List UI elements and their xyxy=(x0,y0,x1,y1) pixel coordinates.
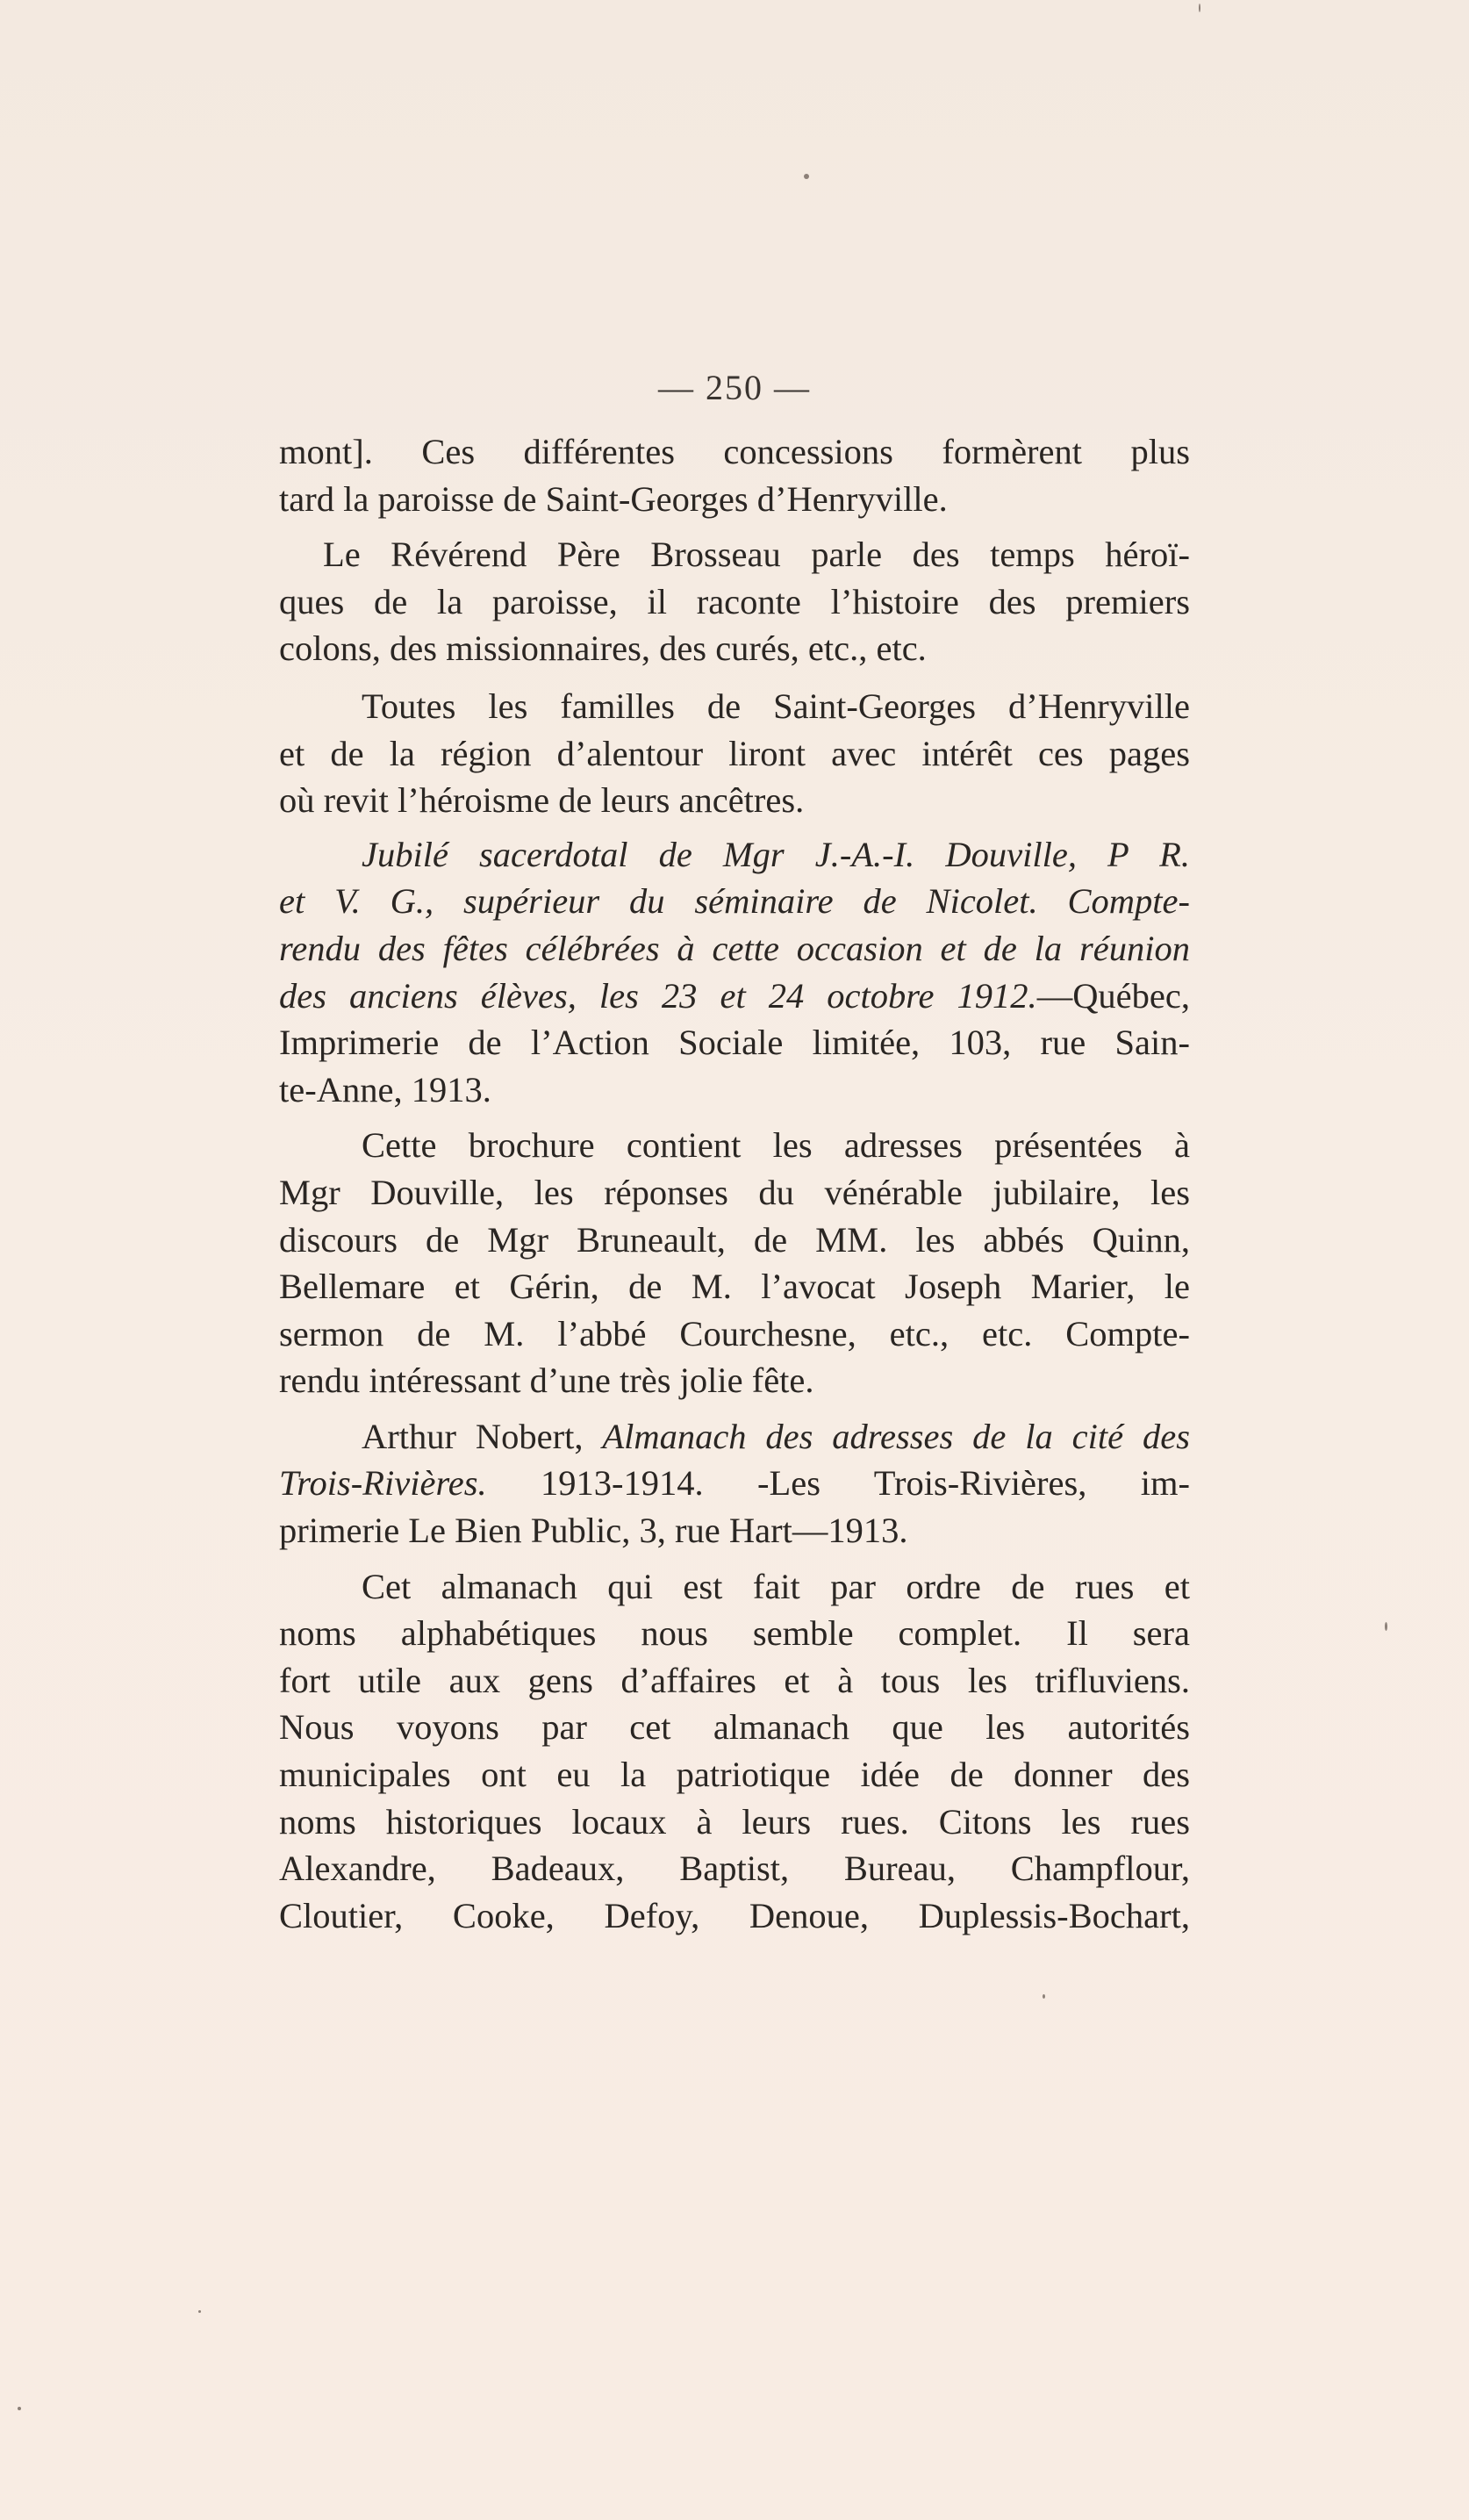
citation-title: Trois-Rivières. xyxy=(279,1463,487,1504)
text-line: tard la paroisse de Saint-Georges d’Henryville. xyxy=(279,478,948,519)
citation-roman: 1913-1914. -Les Trois-Rivières, im- xyxy=(486,1463,1190,1504)
text-line xyxy=(279,1460,1190,1507)
text-line: discours de Mgr Bruneault, de MM. les abbés Quinn, xyxy=(279,1219,1190,1260)
text-line: colons, des missionnaires, des curés, etc., etc. xyxy=(279,628,927,669)
paper-speck xyxy=(804,174,809,179)
text-line: noms alphabétiques nous semble complet. Il sera xyxy=(279,1613,1190,1654)
text-line: Alexandre, Badeaux, Baptist, Bureau, Champflour, xyxy=(279,1849,1190,1889)
text-line: et de la région d’alentour liront avec intérêt ces pages xyxy=(279,733,1190,773)
text-line: Cloutier, Cooke, Defoy, Denoue, Duplessis-Bochart, xyxy=(279,1895,1190,1935)
text-line: Jubilé sacerdotal de Mgr J.-A.-I. Douville, P R. xyxy=(362,834,1190,874)
paper-speck xyxy=(1043,1994,1045,1999)
paragraph-2 xyxy=(279,531,1190,672)
text-line: Toutes les familles de Saint-Georges d’Henryville xyxy=(362,686,1190,726)
paper-speck xyxy=(18,2407,21,2410)
citation-title: Almanach des adresses de la cité des xyxy=(602,1416,1190,1456)
text-line: fort utile aux gens d’affaires et à tous les trifluviens. xyxy=(279,1660,1190,1700)
text-line xyxy=(279,1413,1190,1461)
paper-speck xyxy=(1199,4,1200,12)
text-line: rendu des fêtes célébrées à cette occasion et de la réunion xyxy=(279,928,1190,968)
text-line: où revit l’héroisme de leurs ancêtres. xyxy=(279,780,805,821)
text-line: Imprimerie de l’Action Sociale limitée, 103, rue Sain- xyxy=(279,1023,1190,1063)
text-line: sermon de M. l’abbé Courchesne, etc., etc. Compte- xyxy=(279,1313,1190,1353)
paragraph-7 xyxy=(279,1563,1190,1940)
paragraph-6-citation xyxy=(279,1413,1190,1554)
text-line: ques de la paroisse, il raconte l’histoire des premiers xyxy=(279,581,1190,621)
paper-speck xyxy=(198,2310,201,2313)
paragraph-5 xyxy=(279,1122,1190,1404)
text-line: Nous voyons par cet almanach que les autorités xyxy=(279,1707,1190,1748)
text-line: Le Révérend Père Brosseau parle des temps héroï- xyxy=(323,535,1190,575)
text-line: municipales ont eu la patriotique idée de donner des xyxy=(279,1755,1190,1795)
citation-author: Arthur Nobert, xyxy=(362,1416,603,1456)
paragraph-1 xyxy=(279,428,1190,522)
citation-italic: des anciens élèves, les 23 et 24 octobre 1912. xyxy=(279,975,1037,1016)
text-line: Cette brochure contient les adresses présentées à xyxy=(362,1125,1190,1166)
text-line: mont]. Ces différentes concessions formèrent plus xyxy=(279,432,1190,471)
paragraph-3 xyxy=(279,683,1190,824)
text-line: primerie Le Bien Public, 3, rue Hart—1913. xyxy=(279,1511,908,1551)
text-line: Cet almanach qui est fait par ordre de rues et xyxy=(362,1566,1190,1606)
text-line: Bellemare et Gérin, de M. l’avocat Joseph Marier, le xyxy=(279,1267,1190,1307)
text-line: et V. G., supérieur du séminaire de Nicolet. Compte- xyxy=(279,881,1190,922)
paragraph-4-citation xyxy=(279,831,1190,1114)
text-line: noms historiques locaux à leurs rues. Citons les rues xyxy=(279,1801,1190,1842)
text-line: rendu intéressant d’une très jolie fête. xyxy=(279,1361,814,1401)
text-line xyxy=(279,973,1190,1020)
article-body xyxy=(279,428,1190,1942)
text-line: Mgr Douville, les réponses du vénérable jubilaire, les xyxy=(279,1172,1190,1212)
text-line: te-Anne, 1913. xyxy=(279,1069,491,1109)
page-number: — 250 — xyxy=(658,368,811,407)
paper-speck xyxy=(1385,1622,1387,1631)
citation-roman: —Québec, xyxy=(1036,975,1190,1016)
